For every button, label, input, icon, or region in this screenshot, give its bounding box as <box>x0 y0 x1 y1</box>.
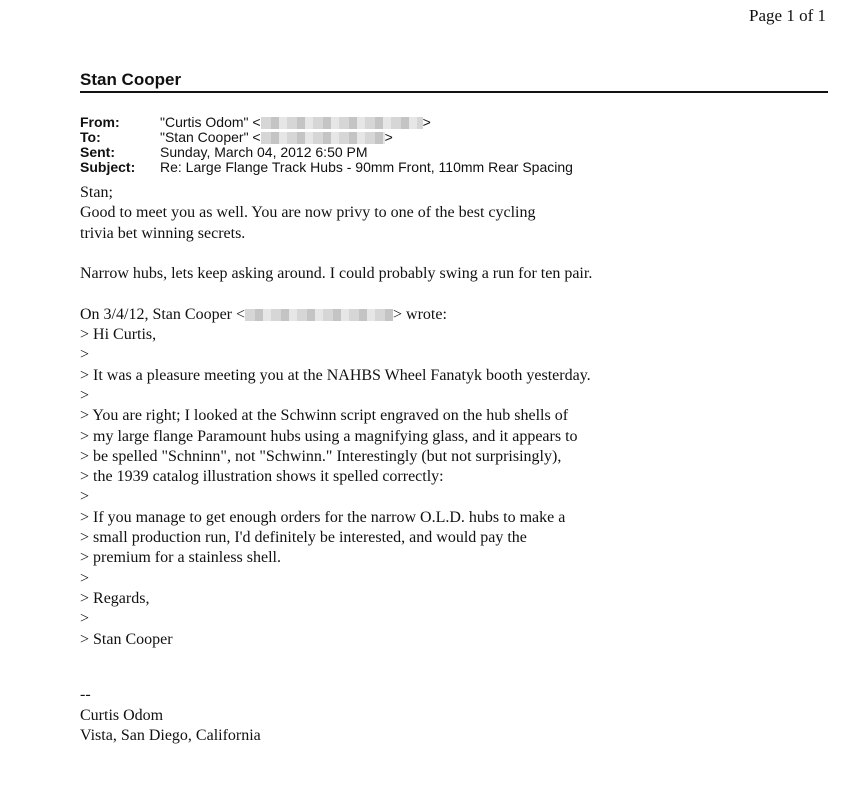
quoted-line: > It was a pleasure meeting you at the NAHBS Wheel Fanatyk booth yesterday. <box>80 366 591 384</box>
sent-value: Sunday, March 04, 2012 6:50 PM <box>160 144 368 160</box>
quoted-line: > small production run, I'd definitely be interested, and would pay the <box>80 529 527 547</box>
mailbox-owner-title: Stan Cooper <box>80 70 182 89</box>
subject-value: Re: Large Flange Track Hubs - 90mm Front, 110mm Rear Spacing <box>160 159 573 175</box>
signature-location: Vista, San Diego, California <box>80 727 261 744</box>
sent-label: Sent: <box>80 144 115 160</box>
body-line: Good to meet you as well. You are now privy to one of the best cycling <box>80 204 536 222</box>
quote-intro-before: On 3/4/12, Stan Cooper < <box>80 305 246 323</box>
quoted-line: > <box>80 488 90 506</box>
to-close: > <box>384 129 393 145</box>
to-row <box>80 130 780 145</box>
quote-intro-after: > wrote: <box>393 305 447 323</box>
quoted-line: > You are right; I looked at the Schwinn script engraved on the hub shells of <box>80 407 569 425</box>
subject-row <box>80 160 780 175</box>
email-headers <box>80 115 780 175</box>
quoted-line: > Hi Curtis, <box>80 326 157 344</box>
quoted-line: > <box>80 569 90 587</box>
body-line <box>80 284 780 304</box>
redacted-email <box>261 117 423 129</box>
subject-label: Subject: <box>80 159 136 175</box>
body-line <box>80 244 780 264</box>
quoted-line: > my large flange Paramount hubs using a magnifying glass, and it appears to <box>80 427 578 445</box>
email-body <box>80 183 780 650</box>
quoted-line: > Stan Cooper <box>80 630 173 648</box>
redacted-email <box>245 309 393 321</box>
from-close: > <box>422 114 431 130</box>
body-line: Stan; <box>80 184 113 201</box>
quoted-line: > the 1939 catalog illustration shows it spelled correctly: <box>80 468 444 486</box>
from-value <box>160 115 431 130</box>
to-label: To: <box>80 129 101 145</box>
redacted-email <box>261 132 385 144</box>
quote-intro <box>80 305 780 325</box>
signature <box>80 685 261 747</box>
signature-name: Curtis Odom <box>80 706 164 724</box>
body-line: trivia bet winning secrets. <box>80 224 246 242</box>
quoted-line: > <box>80 386 90 404</box>
from-name: "Curtis Odom" < <box>160 114 261 130</box>
quoted-line: > <box>80 346 90 364</box>
body-line: Narrow hubs, lets keep asking around. I could probably swing a run for ten pair. <box>80 265 593 283</box>
to-name: "Stan Cooper" < <box>160 129 261 145</box>
quoted-line: > Regards, <box>80 589 150 607</box>
quoted-line: > premium for a stainless shell. <box>80 549 281 567</box>
from-label: From: <box>80 114 120 130</box>
quoted-line: > If you manage to get enough orders for the narrow O.L.D. hubs to make a <box>80 508 566 526</box>
from-row <box>80 115 780 130</box>
quoted-line: > be spelled "Schninn", not "Schwinn." Interestingly (but not surprisingly), <box>80 447 562 465</box>
page-number: Page 1 of 1 <box>749 6 826 25</box>
quoted-line: > <box>80 610 90 628</box>
title-rule <box>80 91 828 93</box>
sent-row <box>80 145 780 160</box>
to-value <box>160 130 393 145</box>
signature-separator: -- <box>80 686 91 703</box>
